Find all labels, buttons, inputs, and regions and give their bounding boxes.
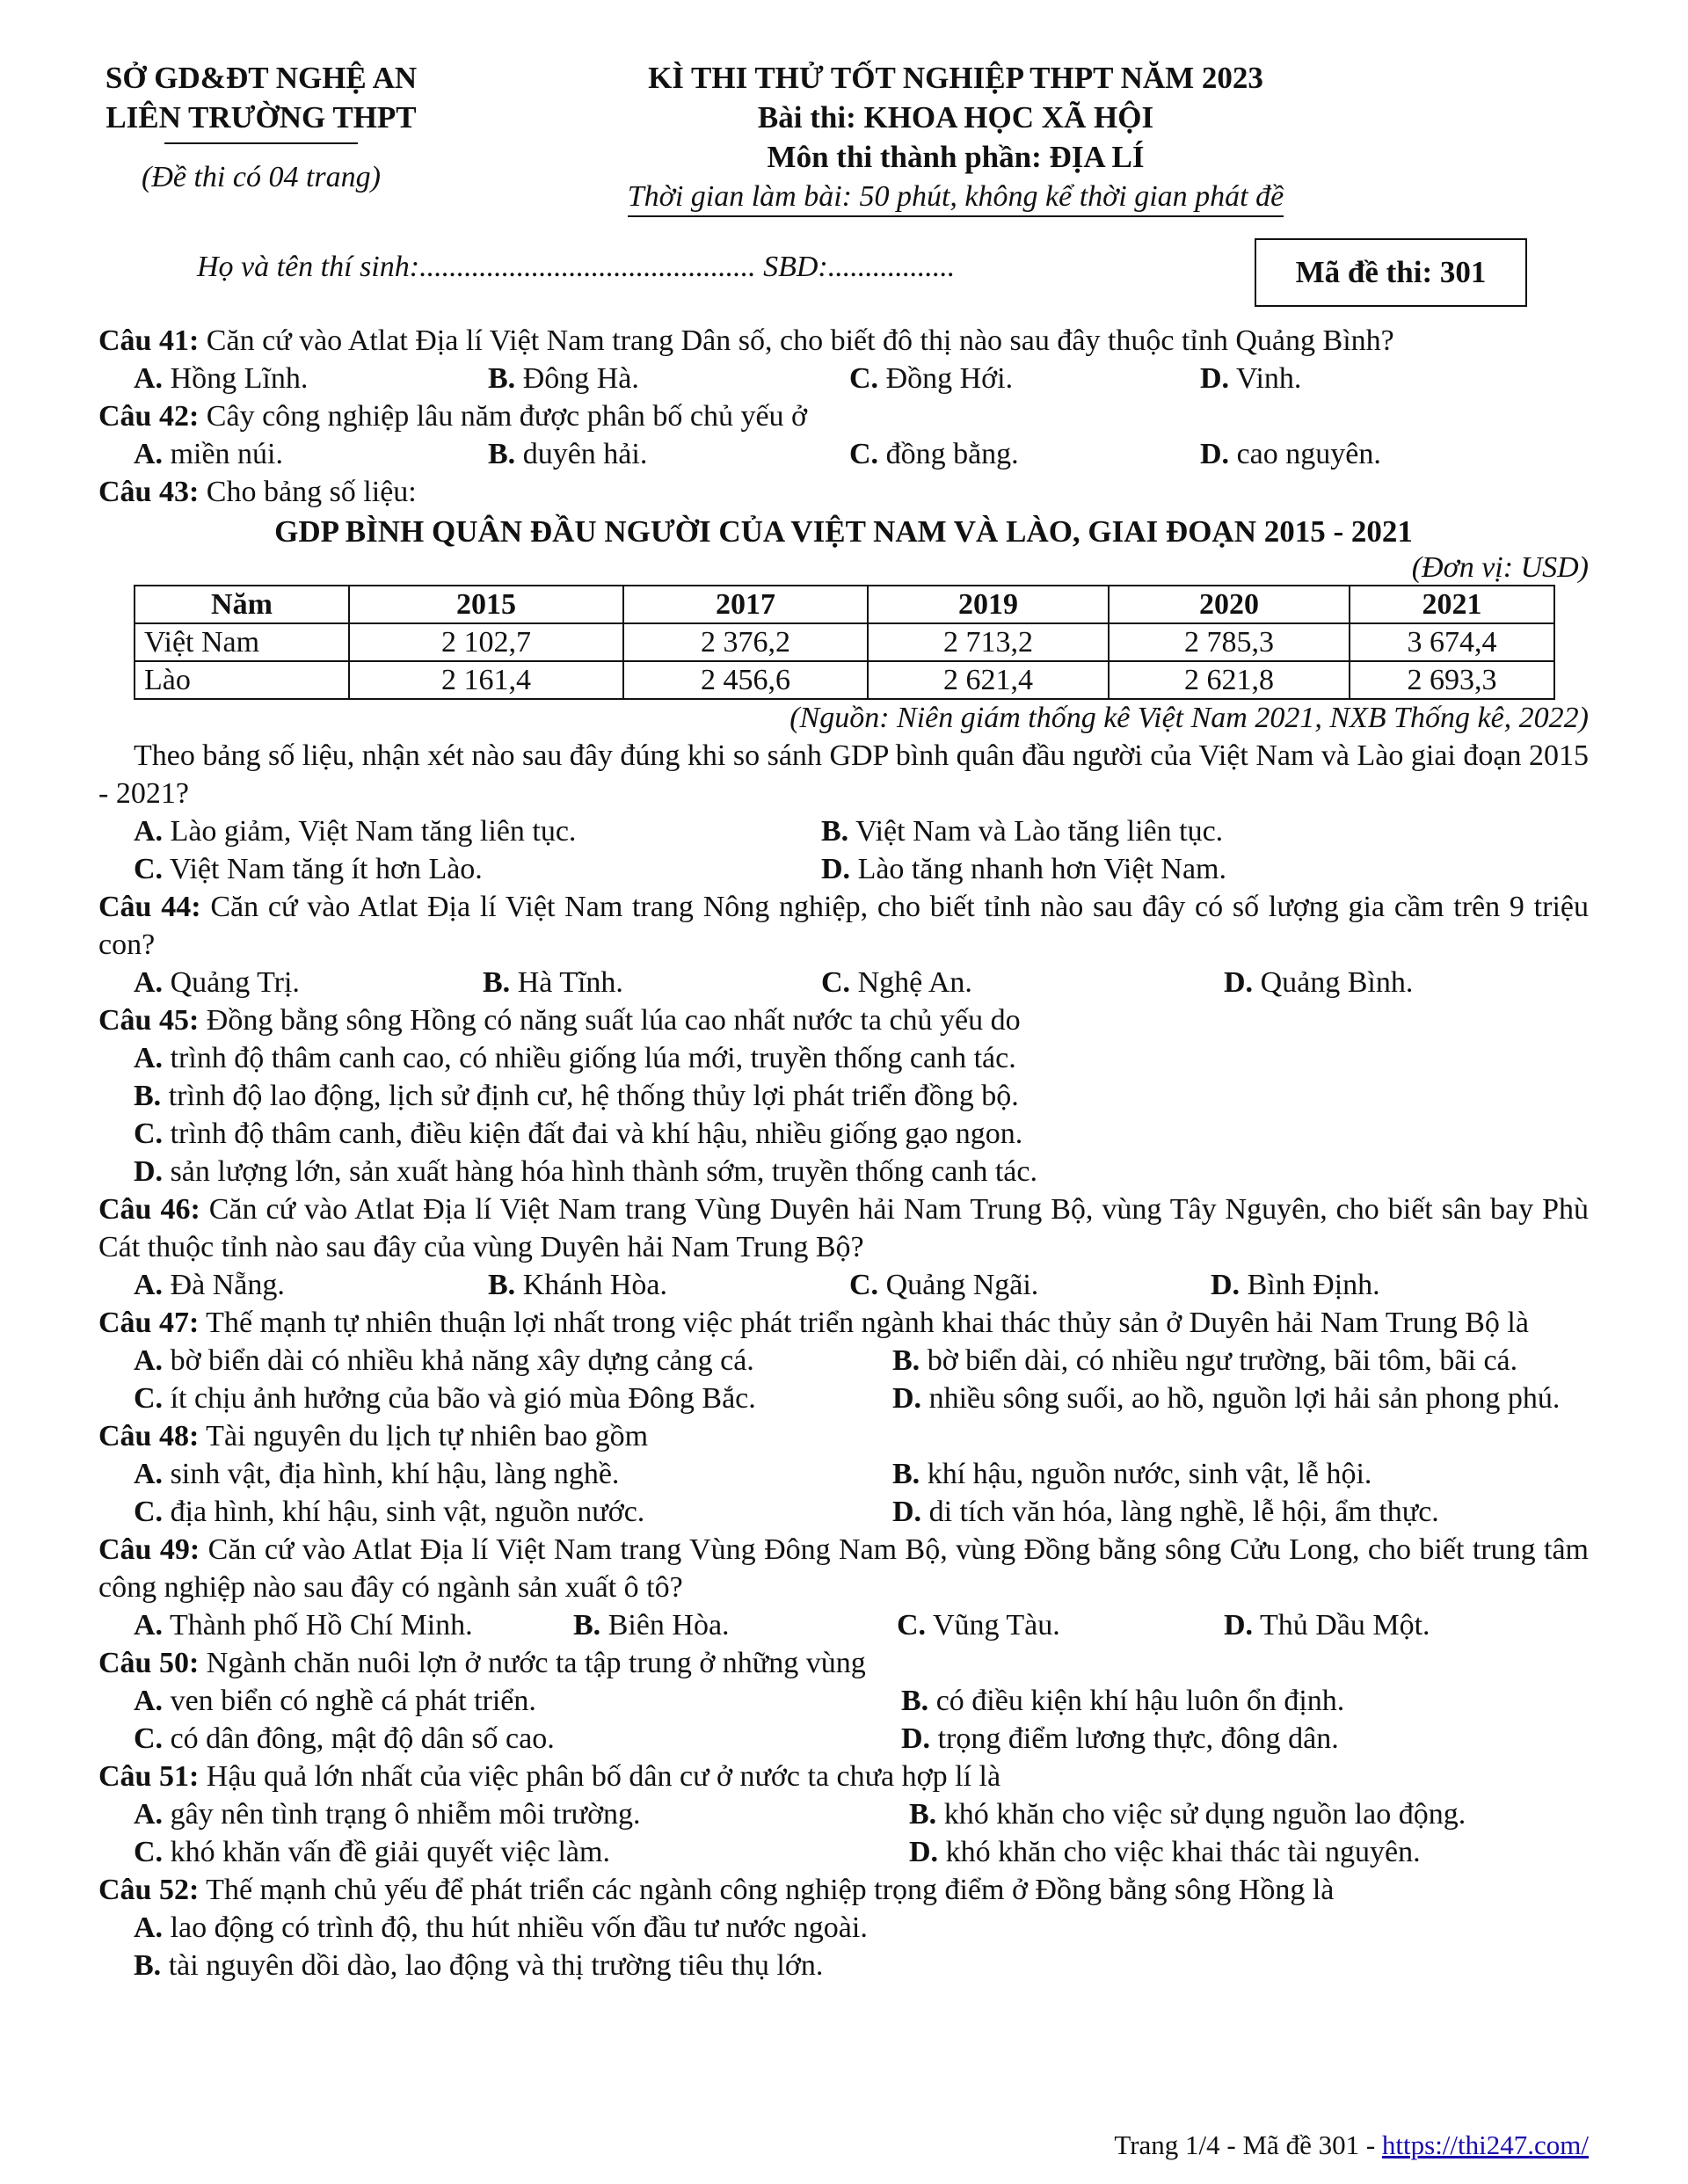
options-row (98, 1455, 1589, 1493)
question-46 (98, 1190, 1589, 1304)
table-row (135, 623, 1554, 661)
footer-link[interactable]: https://thi247.com/ (1381, 2129, 1589, 2160)
option-a[interactable]: A. Hồng Lĩnh. (134, 362, 309, 395)
question-label: Câu 44: (98, 891, 201, 923)
question-42 (98, 397, 1589, 473)
option-a[interactable]: A. gây nên tình trạng ô nhiễm môi trường. (134, 1798, 641, 1831)
option-a[interactable]: A. trình độ thâm canh cao, có nhiều giống lúa mới, truyền thống canh tác. (134, 1042, 1016, 1074)
options-row (98, 1493, 1589, 1531)
option-a[interactable]: A. Đà Nẵng. (134, 1269, 285, 1301)
table-cell: 3 674,4 (1350, 623, 1554, 661)
question-label: Câu 50: (98, 1647, 200, 1679)
option-a[interactable]: A. Lào giảm, Việt Nam tăng liên tục. (134, 815, 577, 848)
option-a[interactable]: A. sinh vật, địa hình, khí hậu, làng nghề. (134, 1458, 620, 1490)
question-prompt: Theo bảng số liệu, nhận xét nào sau đây đúng khi so sánh GDP bình quân đầu người của Việt Nam và Lào giai đoạn 2015 - 2021? (98, 739, 1589, 810)
option-d[interactable]: D. nhiều sông suối, ao hồ, nguồn lợi hải sản phong phú. (892, 1382, 1561, 1415)
options-row (98, 812, 1589, 850)
table-header-cell: 2015 (349, 586, 623, 623)
question-label: Câu 51: (98, 1760, 200, 1793)
option-b[interactable]: B. Việt Nam và Lào tăng liên tục. (821, 815, 1224, 848)
option-b[interactable]: B. bờ biển dài, có nhiều ngư trường, bãi tôm, bãi cá. (892, 1344, 1518, 1377)
exam-header (98, 58, 1589, 322)
option-a[interactable]: A. ven biển có nghề cá phát triển. (134, 1685, 536, 1717)
question-41 (98, 322, 1589, 397)
question-text: Ngành chăn nuôi lợn ở nước ta tập trung ở những vùng (199, 1647, 866, 1679)
options-row (98, 1380, 1589, 1417)
question-47 (98, 1304, 1589, 1417)
table-header-row (135, 586, 1554, 623)
exam-title-block (560, 58, 1351, 217)
option-b[interactable]: B. Hà Tĩnh. (483, 966, 623, 999)
question-text: Cây công nghiệp lâu năm được phân bố chủ yếu ở (199, 400, 808, 433)
table-cell: Lào (135, 661, 349, 699)
table-title: GDP BÌNH QUÂN ĐẦU NGƯỜI CỦA VIỆT NAM VÀ LÀO, GIAI ĐOẠN 2015 - 2021 (274, 514, 1413, 549)
option-b[interactable]: B. Khánh Hòa. (488, 1269, 667, 1301)
option-c[interactable]: C. Việt Nam tăng ít hơn Lào. (134, 853, 483, 885)
options-row (98, 850, 1589, 888)
table-cell: 2 161,4 (349, 661, 623, 699)
table-cell: 2 456,6 (623, 661, 868, 699)
option-b[interactable]: B. Biên Hòa. (573, 1609, 730, 1642)
question-text: Hậu quả lớn nhất của việc phân bố dân cư ở nước ta chưa hợp lí là (199, 1760, 1001, 1793)
table-cell: 2 785,3 (1109, 623, 1350, 661)
table-cell: 2 102,7 (349, 623, 623, 661)
option-d[interactable]: D. Quảng Bình. (1224, 966, 1414, 999)
table-cell: 2 621,8 (1109, 661, 1350, 699)
option-a[interactable]: A. miền núi. (134, 438, 283, 470)
table-header-cell: Năm (135, 586, 349, 623)
department-name: SỞ GD&ĐT NGHỆ AN (105, 61, 418, 95)
question-51 (98, 1758, 1589, 1871)
question-49 (98, 1531, 1589, 1644)
option-b[interactable]: B. trình độ lao động, lịch sử định cư, hệ thống thủy lợi phát triển đồng bộ. (134, 1080, 1019, 1112)
table-unit: (Đơn vị: USD) (1411, 551, 1589, 584)
question-label: Câu 47: (98, 1307, 200, 1339)
option-d[interactable]: D. sản lượng lớn, sản xuất hàng hóa hình thành sớm, truyền thống canh tác. (134, 1155, 1037, 1188)
exam-code-box: Mã đề thi: 301 (1255, 238, 1527, 307)
option-c[interactable]: C. đồng bằng. (849, 438, 1019, 470)
question-text: Căn cứ vào Atlat Địa lí Việt Nam trang Vùng Đông Nam Bộ, vùng Đồng bằng sông Cửu Long, cho biết trung tâm công nghiệp nào sau đây có ngành sản xuất ô tô? (98, 1533, 1589, 1604)
gdp-table (134, 585, 1555, 700)
option-c[interactable]: C. Nghệ An. (821, 966, 972, 999)
table-source: (Nguồn: Niên giám thống kê Việt Nam 2021, NXB Thống kê, 2022) (789, 702, 1589, 734)
option-b[interactable]: B. Đông Hà. (488, 362, 639, 395)
question-text: Đồng bằng sông Hồng có năng suất lúa cao nhất nước ta chủ yếu do (199, 1004, 1021, 1037)
table-header-cell: 2020 (1109, 586, 1350, 623)
exam-component: Môn thi thành phần: ĐỊA LÍ (767, 140, 1145, 174)
question-48 (98, 1417, 1589, 1531)
option-c[interactable]: C. có dân đông, mật độ dân số cao. (134, 1722, 555, 1755)
option-c[interactable]: C. khó khăn vấn đề giải quyết việc làm. (134, 1836, 610, 1868)
option-c[interactable]: C. Vũng Tàu. (897, 1609, 1060, 1642)
question-44 (98, 888, 1589, 1001)
options-row (98, 360, 1589, 397)
table-cell: Việt Nam (135, 623, 349, 661)
option-a[interactable]: A. lao động có trình độ, thu hút nhiều vốn đầu tư nước ngoài. (134, 1911, 868, 1944)
option-d[interactable]: D. Lào tăng nhanh hơn Việt Nam. (821, 853, 1227, 885)
option-a[interactable]: A. bờ biển dài có nhiều khả năng xây dựng cảng cá. (134, 1344, 754, 1377)
option-c[interactable]: C. trình độ thâm canh, điều kiện đất đai và khí hậu, nhiều giống gạo ngon. (134, 1117, 1023, 1150)
school-name: LIÊN TRƯỜNG THPT (106, 100, 417, 135)
question-label: Câu 49: (98, 1533, 200, 1566)
question-text: Thế mạnh tự nhiên thuận lợi nhất trong việc phát triển ngành khai thác thủy sản ở Duyên hải Nam Trung Bộ là (199, 1307, 1529, 1339)
table-cell: 2 713,2 (868, 623, 1109, 661)
table-row (135, 661, 1554, 699)
option-d[interactable]: D. Thủ Dầu Một. (1224, 1609, 1430, 1642)
option-a[interactable]: A. Thành phố Hồ Chí Minh. (134, 1609, 473, 1642)
school-block (94, 58, 428, 196)
option-d[interactable]: D. trọng điểm lương thực, đông dân. (901, 1722, 1339, 1755)
options-row (98, 1720, 1589, 1758)
question-label: Câu 43: (98, 476, 200, 508)
option-b[interactable]: B. khí hậu, nguồn nước, sinh vật, lễ hội. (892, 1458, 1372, 1490)
options-row (98, 1833, 1589, 1871)
table-header-cell: 2021 (1350, 586, 1554, 623)
question-label: Câu 48: (98, 1420, 200, 1452)
pages-note: (Đề thi có 04 trang) (142, 161, 381, 193)
table-cell: 2 376,2 (623, 623, 868, 661)
option-d[interactable]: D. Vinh. (1200, 362, 1302, 395)
page-footer (879, 2126, 1589, 2164)
question-50 (98, 1644, 1589, 1758)
question-45 (98, 1001, 1589, 1190)
options-row (98, 1342, 1589, 1380)
option-c[interactable]: C. Quảng Ngãi. (849, 1269, 1039, 1301)
question-text: Căn cứ vào Atlat Địa lí Việt Nam trang Nông nghiệp, cho biết tỉnh nào sau đây có số lượng gia cầm trên 9 triệu con? (98, 891, 1589, 961)
question-text: Cho bảng số liệu: (199, 476, 417, 508)
question-label: Câu 41: (98, 324, 200, 357)
question-label: Câu 45: (98, 1004, 200, 1037)
options-row (98, 1266, 1589, 1304)
option-b[interactable]: B. có điều kiện khí hậu luôn ổn định. (901, 1685, 1345, 1717)
question-43 (98, 473, 1589, 888)
options-row (98, 435, 1589, 473)
exam-page (98, 58, 1589, 1984)
option-b[interactable]: B. duyên hải. (488, 438, 648, 470)
option-c[interactable]: C. ít chịu ảnh hưởng của bão và gió mùa Đông Bắc. (134, 1382, 756, 1415)
option-d[interactable]: D. di tích văn hóa, làng nghề, lễ hội, ẩm thực. (892, 1496, 1439, 1528)
question-label: Câu 42: (98, 400, 200, 433)
footer-text: Trang 1/4 - Mã đề 301 - (1114, 2129, 1382, 2160)
options-row (98, 1682, 1589, 1720)
table-cell: 2 693,3 (1350, 661, 1554, 699)
question-text: Căn cứ vào Atlat Địa lí Việt Nam trang Vùng Duyên hải Nam Trung Bộ, vùng Tây Nguyên, cho biết sân bay Phù Cát thuộc tỉnh nào sau đây của vùng Duyên hải Nam Trung Bộ? (98, 1193, 1589, 1263)
exam-subject: Bài thi: KHOA HỌC XÃ HỘI (757, 100, 1154, 135)
option-d[interactable]: D. Bình Định. (1211, 1269, 1380, 1301)
question-52 (98, 1871, 1589, 1984)
question-text: Tài nguyên du lịch tự nhiên bao gồm (199, 1420, 649, 1452)
option-d[interactable]: D. khó khăn cho việc khai thác tài nguyên. (909, 1836, 1421, 1868)
time-note: Thời gian làm bài: 50 phút, không kể thời gian phát đề (628, 180, 1284, 217)
question-text: Thế mạnh chủ yếu để phát triển các ngành công nghiệp trọng điểm ở Đồng bằng sông Hồng là (199, 1874, 1335, 1906)
options-row (98, 964, 1589, 1001)
option-b[interactable]: B. tài nguyên dồi dào, lao động và thị trường tiêu thụ lớn. (134, 1949, 824, 1982)
question-label: Câu 52: (98, 1874, 200, 1906)
table-cell: 2 621,4 (868, 661, 1109, 699)
school-underline (164, 142, 358, 144)
option-d[interactable]: D. cao nguyên. (1200, 438, 1381, 470)
option-c[interactable]: C. Đồng Hới. (849, 362, 1014, 395)
option-b[interactable]: B. khó khăn cho việc sử dụng nguồn lao động. (909, 1798, 1466, 1831)
option-c[interactable]: C. địa hình, khí hậu, sinh vật, nguồn nước. (134, 1496, 645, 1528)
option-a[interactable]: A. Quảng Trị. (134, 966, 300, 999)
question-text: Căn cứ vào Atlat Địa lí Việt Nam trang Dân số, cho biết đô thị nào sau đây thuộc tỉnh Quảng Bình? (199, 324, 1394, 357)
question-label: Câu 46: (98, 1193, 200, 1226)
exam-title: KÌ THI THỬ TỐT NGHIỆP THPT NĂM 2023 (648, 61, 1263, 95)
options-row (98, 1795, 1589, 1833)
table-header-cell: 2017 (623, 586, 868, 623)
options-row (98, 1606, 1589, 1644)
table-header-cell: 2019 (868, 586, 1109, 623)
candidate-line: Họ và tên thí sinh:............................................. SBD:................. (197, 251, 956, 283)
